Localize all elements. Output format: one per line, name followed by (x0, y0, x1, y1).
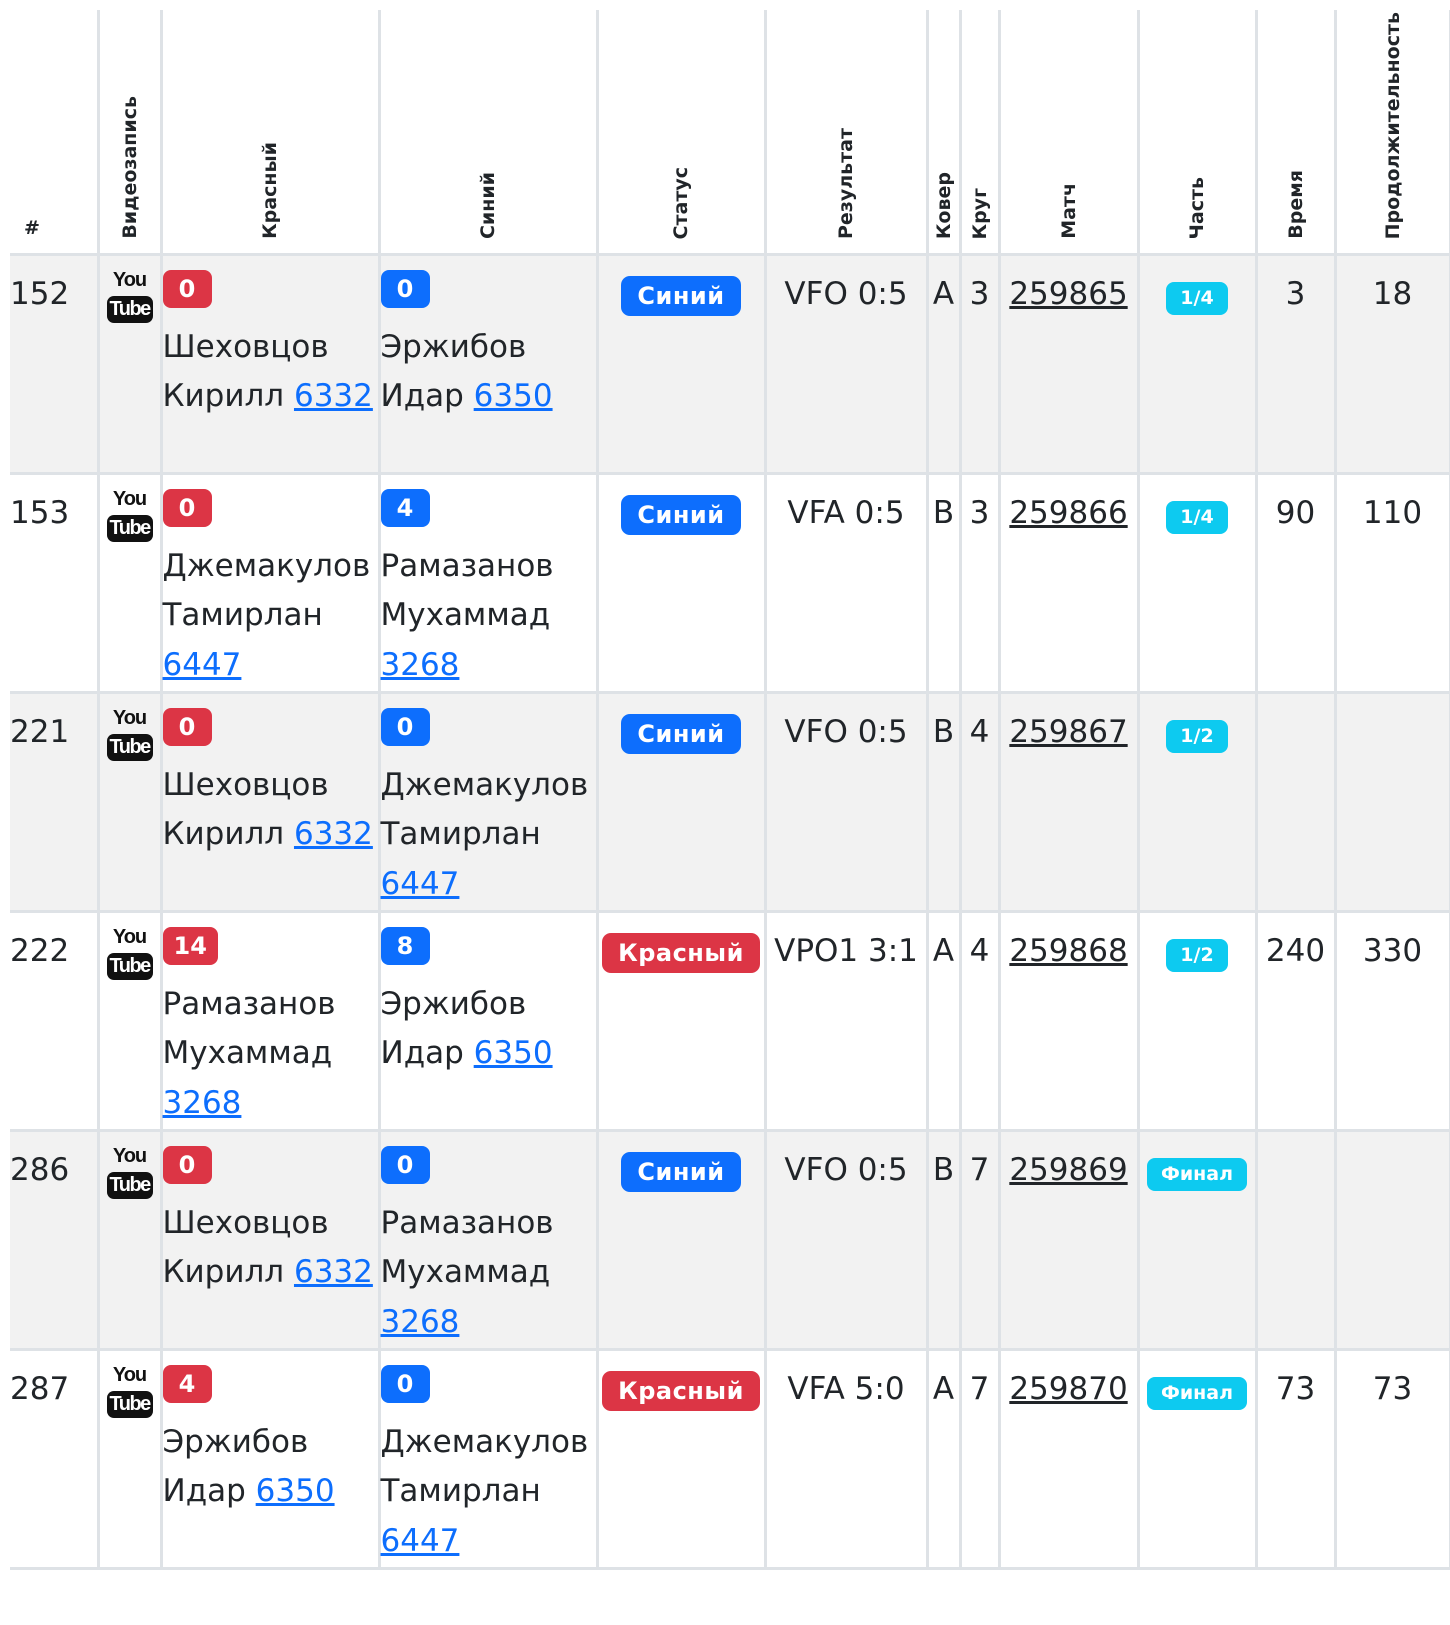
round-value: 4 (969, 933, 990, 969)
part-cell (1138, 912, 1256, 1131)
red-wrestler-cell (161, 1350, 379, 1569)
blue-wrestler-id-link[interactable]: 6447 (380, 1522, 460, 1559)
match-cell (999, 912, 1138, 1131)
match-id-link[interactable]: 259870 (1009, 1371, 1128, 1407)
round-value: 3 (969, 495, 990, 531)
round-value: 7 (969, 1152, 990, 1188)
status-badge: Красный (602, 1371, 760, 1411)
col-header-time[interactable]: Время (1256, 10, 1335, 255)
video-cell (98, 693, 161, 912)
red-score-badge: 0 (163, 1146, 212, 1184)
red-wrestler-name: Эржибов Идар (162, 1423, 309, 1509)
red-score-badge: 4 (163, 1365, 212, 1403)
bout-number: 222 (10, 912, 98, 1131)
time-value: 73 (1275, 1371, 1316, 1407)
video-cell (98, 1350, 161, 1569)
result-value: VFA 0:5 (787, 495, 905, 531)
red-wrestler-name: Джемакулов Тамирлан (162, 547, 371, 633)
red-score-badge: 14 (163, 927, 218, 965)
mat-cell (927, 1350, 960, 1569)
red-wrestler-id-link[interactable]: 6332 (293, 1254, 373, 1290)
result-cell (765, 474, 927, 693)
time-value: 3 (1285, 276, 1306, 312)
match-cell (999, 693, 1138, 912)
status-badge: Синий (621, 714, 740, 754)
result-value: VPO1 3:1 (774, 933, 918, 969)
time-cell (1256, 474, 1335, 693)
red-score-badge: 0 (163, 489, 212, 527)
part-cell (1138, 1350, 1256, 1569)
mat-value: B (932, 1152, 955, 1188)
video-cell (98, 255, 161, 474)
match-id-link[interactable]: 259867 (1009, 714, 1128, 750)
status-badge: Синий (621, 495, 740, 535)
blue-score-badge: 0 (381, 1146, 430, 1184)
bout-number: 152 (10, 255, 98, 474)
red-wrestler-id-link[interactable]: 6332 (293, 378, 373, 414)
red-score-badge: 0 (163, 270, 212, 308)
table-row (10, 912, 1450, 1131)
video-cell (98, 474, 161, 693)
blue-wrestler-name: Эржибов Идар (380, 985, 527, 1071)
youtube-icon[interactable]: You Tube (107, 927, 153, 980)
mat-cell (927, 1131, 960, 1350)
red-wrestler-cell (161, 693, 379, 912)
matches-table (10, 10, 1450, 1570)
result-value: VFO 0:5 (784, 714, 908, 750)
part-cell (1138, 474, 1256, 693)
red-wrestler-id-link[interactable]: 3268 (162, 1084, 242, 1121)
red-wrestler-id-link[interactable]: 6447 (162, 646, 242, 683)
round-cell (960, 255, 999, 474)
blue-wrestler-id-link[interactable]: 6350 (473, 378, 553, 414)
mat-value: A (932, 933, 955, 969)
table-row (10, 474, 1450, 693)
match-id-link[interactable]: 259869 (1009, 1152, 1128, 1188)
table-row (10, 693, 1450, 912)
mat-value: B (932, 495, 955, 531)
result-value: VFA 5:0 (787, 1371, 905, 1407)
mat-cell (927, 474, 960, 693)
blue-wrestler-name: Рамазанов Мухаммад (380, 547, 554, 633)
time-cell (1256, 1350, 1335, 1569)
mat-value: A (932, 276, 955, 312)
round-cell (960, 474, 999, 693)
bout-number: 221 (10, 693, 98, 912)
red-wrestler-id-link[interactable]: 6332 (293, 816, 373, 852)
col-header-part[interactable]: Часть (1138, 10, 1256, 255)
duration-cell (1335, 1131, 1450, 1350)
bout-number: 286 (10, 1131, 98, 1350)
duration-cell (1335, 474, 1450, 693)
blue-score-badge: 0 (381, 270, 430, 308)
blue-wrestler-id-link[interactable]: 3268 (380, 1303, 460, 1340)
blue-wrestler-id-link[interactable]: 6447 (380, 865, 460, 902)
round-cell (960, 1350, 999, 1569)
red-wrestler-name: Рамазанов Мухаммад (162, 985, 336, 1071)
table-row (10, 1350, 1450, 1569)
red-score-badge: 0 (163, 708, 212, 746)
blue-wrestler-cell (379, 474, 597, 693)
part-cell (1138, 255, 1256, 474)
blue-wrestler-name: Рамазанов Мухаммад (380, 1204, 554, 1290)
mat-cell (927, 693, 960, 912)
status-badge: Красный (602, 933, 760, 973)
blue-wrestler-cell (379, 1131, 597, 1350)
time-cell (1256, 693, 1335, 912)
part-badge: Финал (1147, 1377, 1247, 1410)
round-value: 4 (969, 714, 990, 750)
status-cell (597, 693, 765, 912)
bout-number: 287 (10, 1350, 98, 1569)
blue-wrestler-cell (379, 693, 597, 912)
part-badge: 1/2 (1166, 720, 1227, 753)
time-value: 90 (1275, 495, 1316, 531)
blue-wrestler-cell (379, 255, 597, 474)
result-cell (765, 1131, 927, 1350)
status-cell (597, 1131, 765, 1350)
blue-score-badge: 4 (381, 489, 430, 527)
blue-score-badge: 0 (381, 1365, 430, 1403)
duration-value: 18 (1372, 276, 1413, 312)
duration-value: 330 (1362, 933, 1423, 969)
red-wrestler-cell (161, 912, 379, 1131)
part-badge: 1/4 (1166, 282, 1227, 315)
part-badge: 1/4 (1166, 501, 1227, 534)
time-value: 240 (1265, 933, 1326, 969)
match-id-link[interactable]: 259868 (1009, 933, 1128, 969)
blue-wrestler-name: Джемакулов Тамирлан (380, 1423, 589, 1509)
blue-wrestler-id-link[interactable]: 3268 (380, 646, 460, 683)
status-cell (597, 474, 765, 693)
video-cell (98, 1131, 161, 1350)
red-wrestler-cell (161, 255, 379, 474)
red-wrestler-cell (161, 474, 379, 693)
blue-wrestler-name: Эржибов Идар (380, 328, 527, 414)
blue-wrestler-name: Джемакулов Тамирлан (380, 766, 589, 852)
header-row (10, 10, 1450, 255)
round-cell (960, 912, 999, 1131)
youtube-icon[interactable]: You Tube (107, 1365, 153, 1418)
duration-cell (1335, 1350, 1450, 1569)
mat-cell (927, 912, 960, 1131)
match-cell (999, 255, 1138, 474)
part-cell (1138, 693, 1256, 912)
round-cell (960, 1131, 999, 1350)
status-cell (597, 1350, 765, 1569)
red-wrestler-name: Шеховцов Кирилл (162, 1204, 329, 1290)
duration-cell (1335, 693, 1450, 912)
round-cell (960, 693, 999, 912)
table-row (10, 255, 1450, 474)
red-wrestler-id-link[interactable]: 6350 (255, 1473, 335, 1509)
mat-value: A (932, 1371, 955, 1407)
blue-wrestler-cell (379, 1350, 597, 1569)
red-wrestler-name: Шеховцов Кирилл (162, 328, 329, 414)
status-cell (597, 255, 765, 474)
red-wrestler-cell (161, 1131, 379, 1350)
time-cell (1256, 255, 1335, 474)
mat-value: B (932, 714, 955, 750)
part-cell (1138, 1131, 1256, 1350)
part-badge: Финал (1147, 1158, 1247, 1191)
col-header-mat[interactable]: Ковер (927, 10, 960, 255)
red-wrestler-name: Шеховцов Кирилл (162, 766, 329, 852)
result-cell (765, 912, 927, 1131)
status-badge: Синий (621, 276, 740, 316)
duration-cell (1335, 912, 1450, 1131)
result-value: VFO 0:5 (784, 276, 908, 312)
blue-score-badge: 8 (381, 927, 430, 965)
video-cell (98, 912, 161, 1131)
round-value: 7 (969, 1371, 990, 1407)
match-cell (999, 474, 1138, 693)
blue-wrestler-id-link[interactable]: 6350 (473, 1035, 553, 1071)
youtube-icon[interactable]: You Tube (107, 270, 153, 323)
match-cell (999, 1350, 1138, 1569)
result-value: VFO 0:5 (784, 1152, 908, 1188)
match-id-link[interactable]: 259865 (1009, 276, 1128, 312)
table-body (10, 255, 1450, 1569)
youtube-icon[interactable]: You Tube (107, 708, 153, 761)
duration-value: 73 (1372, 1371, 1413, 1407)
result-cell (765, 255, 927, 474)
blue-score-badge: 0 (381, 708, 430, 746)
result-cell (765, 693, 927, 912)
youtube-icon[interactable]: You Tube (107, 489, 153, 542)
col-header-status[interactable]: Статус (597, 10, 765, 255)
col-header-video[interactable]: Видеозапись (98, 10, 161, 255)
duration-value: 110 (1362, 495, 1423, 531)
status-cell (597, 912, 765, 1131)
bout-number: 153 (10, 474, 98, 693)
blue-wrestler-cell (379, 912, 597, 1131)
col-header-round[interactable]: Круг (960, 10, 999, 255)
part-badge: 1/2 (1166, 939, 1227, 972)
round-value: 3 (969, 276, 990, 312)
col-header-match[interactable]: Матч (999, 10, 1138, 255)
table-row (10, 1131, 1450, 1350)
time-cell (1256, 1131, 1335, 1350)
col-header-red[interactable]: Красный (161, 10, 379, 255)
col-header-num[interactable]: # (10, 10, 98, 255)
duration-cell (1335, 255, 1450, 474)
col-header-blue[interactable]: Синий (379, 10, 597, 255)
time-cell (1256, 912, 1335, 1131)
col-header-duration[interactable]: Продолжительность (1335, 10, 1450, 255)
youtube-icon[interactable]: You Tube (107, 1146, 153, 1199)
match-id-link[interactable]: 259866 (1009, 495, 1128, 531)
result-cell (765, 1350, 927, 1569)
mat-cell (927, 255, 960, 474)
col-header-result[interactable]: Результат (765, 10, 927, 255)
match-cell (999, 1131, 1138, 1350)
status-badge: Синий (621, 1152, 740, 1192)
